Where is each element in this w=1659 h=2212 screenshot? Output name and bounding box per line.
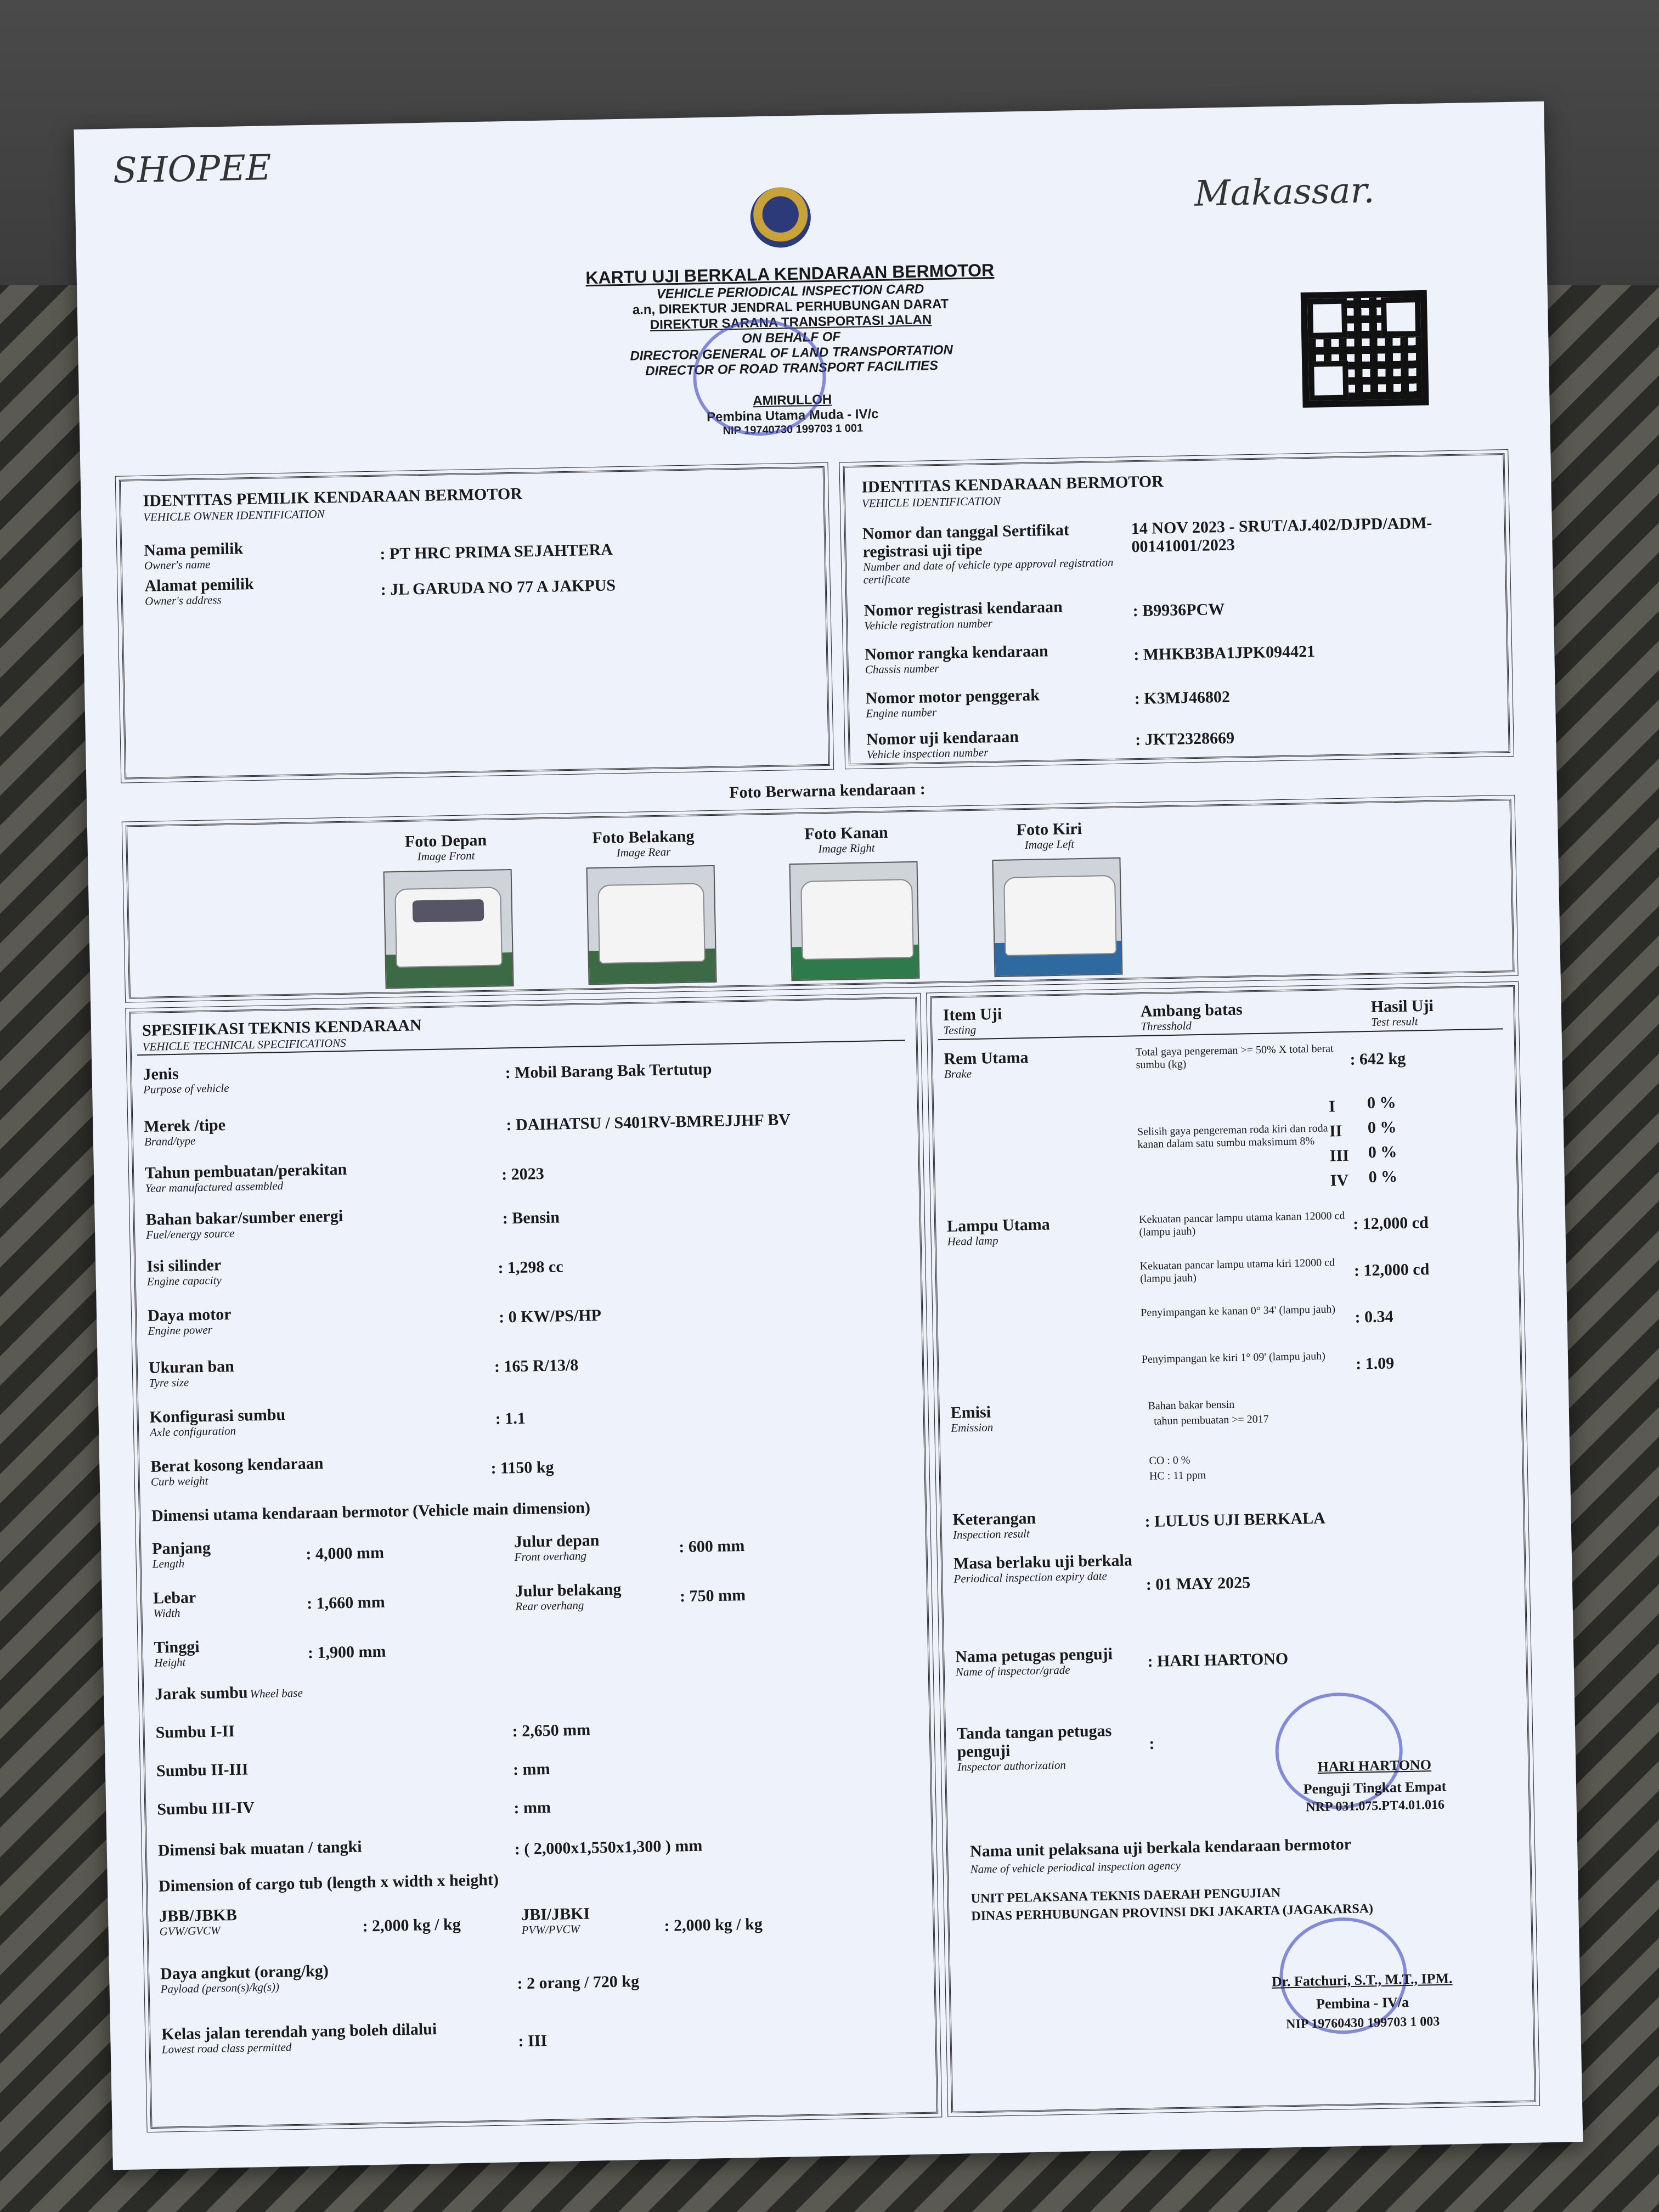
test-col-threshold xyxy=(1140,1000,1243,1033)
test-col-item-sub: Testing xyxy=(943,1023,977,1037)
spec-length-value: : 4,000 mm xyxy=(306,1543,385,1564)
test-headlamp-value-4: : 1.09 xyxy=(1355,1354,1395,1373)
spec-year-sub: Year manufactured assembled xyxy=(145,1179,284,1195)
spec-engine-capacity-sub: Engine capacity xyxy=(146,1273,222,1288)
test-emission-threshold-1: Bahan bakar bensin xyxy=(1148,1398,1235,1412)
qr-code-icon xyxy=(1301,290,1429,408)
test-result-sub: Inspection result xyxy=(952,1527,1030,1542)
spec-payload-row xyxy=(160,1962,329,1996)
header-an: a.n, DIREKTUR JENDRAL PERHUBUNGAN DARAT xyxy=(632,296,949,318)
header-signer-nip: NIP 19740730 199703 1 001 xyxy=(723,422,864,437)
header-signer-rank: Pembina Utama Muda - IV/c xyxy=(706,407,879,425)
card-title-en: VEHICLE PERIODICAL INSPECTION CARD xyxy=(656,281,924,302)
vehicle-inspection-number-row xyxy=(866,727,1019,761)
test-head-nip: NIP 19760430 199703 1 003 xyxy=(1285,2014,1440,2032)
vehicle-engine-sub: Engine number xyxy=(866,706,937,720)
spec-fuel-label: Bahan bakar/sumber energi xyxy=(145,1207,343,1229)
spec-wheelbase-title xyxy=(155,1683,303,1703)
spec-height-row xyxy=(154,1638,200,1669)
test-unit-sub: Name of vehicle periodical inspection agency xyxy=(970,1858,1181,1876)
spec-width-sub: Width xyxy=(153,1606,180,1620)
spec-rear-overhang-label: Julur belakang xyxy=(515,1580,622,1601)
test-headlamp-threshold-1: Kekuatan pancar lampu utama kanan 12000 cd (lampu jauh) xyxy=(1138,1209,1345,1239)
spec-wheelbase-sub: Wheel base xyxy=(250,1686,303,1701)
spec-road-class-sub: Lowest road class permitted xyxy=(161,2040,292,2056)
spec-rear-overhang-sub: Rear overhang xyxy=(515,1598,584,1613)
spec-engine-capacity-row xyxy=(146,1256,222,1288)
spec-purpose-row xyxy=(143,1064,229,1096)
owner-address-sub: Owner's address xyxy=(144,593,222,608)
handwriting-shopee: SHOPEE xyxy=(112,148,272,191)
spec-engine-power-sub: Engine power xyxy=(148,1323,213,1338)
spec-front-overhang-value: : 600 mm xyxy=(679,1537,745,1556)
test-headlamp-threshold-4: Penyimpangan ke kiri 1° 09' (lampu jauh) xyxy=(1141,1350,1325,1366)
photo-front xyxy=(383,869,514,989)
vehicle-registration-sub: Vehicle registration number xyxy=(864,617,993,633)
test-inspector-value: : HARI HARTONO xyxy=(1147,1650,1289,1671)
owner-section-title-en: VEHICLE OWNER IDENTIFICATION xyxy=(143,507,325,524)
spec-road-class-value: : III xyxy=(518,2032,548,2051)
spec-fuel-sub: Fuel/energy source xyxy=(146,1226,235,1242)
test-brake-label: Rem Utama xyxy=(944,1048,1029,1068)
spec-gvw-value: : 2,000 kg / kg xyxy=(362,1915,461,1936)
test-expiry-sub: Periodical inspection expiry date xyxy=(953,1569,1108,1585)
vehicle-engine-label: Nomor motor penggerak xyxy=(865,686,1040,708)
test-expiry-value: : 01 MAY 2025 xyxy=(1146,1573,1251,1594)
test-brake-threshold-2: Selisih gaya pengereman roda kiri dan roda kanan dalam satu sumbu maksimum 8% xyxy=(1137,1122,1328,1151)
test-result-value: : LULUS UJI BERKALA xyxy=(1144,1509,1326,1531)
test-head-name: Dr. Fatchuri, S.T., M.T., IPM. xyxy=(1271,1970,1453,1990)
spec-width-value: : 1,660 mm xyxy=(306,1593,385,1613)
test-brake-row xyxy=(944,1048,1029,1081)
spec-curb-weight-value: : 1150 kg xyxy=(490,1458,554,1477)
spec-pvw-sub: PVW/PVCW xyxy=(521,1922,580,1937)
test-inspector-row xyxy=(955,1644,1142,1679)
spec-engine-power-label: Daya motor xyxy=(147,1305,232,1325)
test-brake-threshold-1: Total gaya pengereman >= 50% X total berat sumbu (kg) xyxy=(1135,1042,1334,1071)
spec-payload-label: Daya angkut (orang/kg) xyxy=(160,1961,329,1983)
spec-gvw-sub: GVW/GVCW xyxy=(159,1923,221,1938)
test-unit-label: Nama unit pelaksana uji berkala kendaraan bermotor xyxy=(969,1835,1352,1861)
test-head-rank: Pembina - IV/a xyxy=(1316,1994,1409,2012)
spec-length-sub: Length xyxy=(152,1556,185,1571)
vehicle-engine-row xyxy=(865,686,1040,720)
spec-axle-row xyxy=(149,1406,286,1439)
vehicle-section-title: IDENTITAS KENDARAAN BERMOTOR xyxy=(861,472,1164,496)
photo-left-label: Foto Kiri xyxy=(1016,820,1082,839)
photo-left-caption xyxy=(972,819,1126,852)
owner-address-row xyxy=(144,575,254,608)
test-inspector-nrp: NRP 031.075.PT4.01.016 xyxy=(1306,1797,1445,1815)
test-axle-2-value: 0 % xyxy=(1367,1118,1397,1137)
card-title: KARTU UJI BERKALA KENDARAAN BERMOTOR xyxy=(585,259,995,288)
test-col-result xyxy=(1370,997,1434,1029)
spec-brand-sub: Brand/type xyxy=(144,1134,196,1148)
test-headlamp-label: Lampu Utama xyxy=(946,1215,1051,1235)
photo-rear-label: Foto Belakang xyxy=(592,827,695,848)
vehicle-inspection-number-value: : JKT2328669 xyxy=(1135,729,1235,749)
test-emission-label: Emisi xyxy=(950,1403,991,1422)
header-behalf: ON BEHALF OF xyxy=(741,329,841,346)
owner-name-sub: Owner's name xyxy=(144,557,211,572)
test-signature-label: Tanda tangan petugas penguji xyxy=(956,1722,1112,1761)
header-dg: DIRECTOR GENERAL OF LAND TRANSPORTATION xyxy=(630,342,953,364)
spec-fuel-value: : Bensin xyxy=(502,1208,560,1228)
photo-left xyxy=(992,857,1122,977)
header-director: DIRECTOR OF ROAD TRANSPORT FACILITIES xyxy=(645,358,939,379)
test-axle-4-value: 0 % xyxy=(1368,1167,1398,1187)
vehicle-chassis-label: Nomor rangka kendaraan xyxy=(864,642,1048,664)
spec-tyre-row xyxy=(149,1357,235,1390)
vehicle-registration-row xyxy=(864,598,1063,633)
owner-name-label: Nama pemilik xyxy=(143,539,244,560)
test-headlamp-row xyxy=(947,1215,1051,1248)
spec-axle-3-4-value: : mm xyxy=(514,1798,551,1818)
spec-height-label: Tinggi xyxy=(154,1638,200,1657)
test-col-threshold-label: Ambang batas xyxy=(1140,1000,1243,1021)
test-headlamp-value-2: : 12,000 cd xyxy=(1353,1260,1430,1280)
vehicle-srut-row xyxy=(862,520,1138,586)
vehicle-chassis-value: : MHKB3BA1JPK094421 xyxy=(1133,642,1316,664)
test-headlamp-sub: Head lamp xyxy=(947,1234,998,1248)
spec-year-value: : 2023 xyxy=(501,1164,545,1184)
spec-fuel-row xyxy=(145,1207,343,1242)
spec-road-class-row xyxy=(161,2020,437,2056)
test-emission-row xyxy=(950,1403,993,1435)
photos-box xyxy=(126,799,1515,998)
test-signature-value: : xyxy=(1149,1734,1155,1753)
test-headlamp-value-3: : 0.34 xyxy=(1355,1307,1393,1327)
ministry-logo-icon xyxy=(750,187,811,248)
vehicle-engine-value: : K3MJ46802 xyxy=(1134,687,1231,708)
spec-engine-capacity-value: : 1,298 cc xyxy=(498,1257,563,1277)
spec-cargo-label-en: Dimension of cargo tub (length x width x height) xyxy=(158,1870,499,1895)
test-col-result-label: Hasil Uji xyxy=(1370,996,1434,1016)
test-inspector-sub: Name of inspector/grade xyxy=(955,1663,1070,1679)
spec-purpose-label: Jenis xyxy=(143,1064,179,1084)
spec-front-overhang-label: Julur depan xyxy=(514,1531,600,1551)
spec-brand-value: : DAIHATSU / S401RV-BMREJJHF BV xyxy=(506,1110,791,1135)
spec-height-sub: Height xyxy=(154,1655,186,1669)
owner-section-title: IDENTITAS PEMILIK KENDARAAN BERMOTOR xyxy=(143,484,523,510)
spec-gvw-row xyxy=(159,1906,238,1938)
photos-title: Foto Berwarna kendaraan : xyxy=(729,780,926,802)
header-signer: AMIRULLOH xyxy=(753,392,832,409)
technical-specifications-box xyxy=(129,997,938,2129)
test-signature-sub: Inspector authorization xyxy=(957,1758,1066,1774)
owner-name-row xyxy=(144,539,244,572)
test-result-label: Keterangan xyxy=(952,1509,1036,1529)
spec-payload-sub: Payload (person(s)/kg(s)) xyxy=(160,1980,280,1996)
spec-tyre-sub: Tyre size xyxy=(149,1375,189,1390)
spec-gvw-label: JBB/JBKB xyxy=(159,1905,238,1926)
spec-dimension-title: Dimensi utama kendaraan bermotor (Vehicle main dimension) xyxy=(151,1498,591,1525)
test-col-item xyxy=(943,1005,1003,1037)
spec-cargo-label: Dimensi bak muatan / tangki xyxy=(157,1837,362,1860)
photo-right xyxy=(789,861,919,981)
spec-cargo-value: : ( 2,000x1,550x1,300 ) mm xyxy=(514,1836,703,1859)
spec-year-row xyxy=(145,1160,347,1195)
test-axle-4-label: IV xyxy=(1330,1171,1349,1190)
test-inspector-signature-name: HARI HARTONO xyxy=(1317,1757,1432,1775)
test-signature-row xyxy=(957,1721,1144,1774)
test-headlamp-threshold-2: Kekuatan pancar lampu utama kiri 12000 cd (lampu jauh) xyxy=(1139,1256,1335,1285)
vehicle-chassis-row xyxy=(865,642,1048,676)
spec-tyre-value: : 165 R/13/8 xyxy=(494,1356,579,1376)
spec-section-title: SPESIFIKASI TEKNIS KENDARAAN xyxy=(142,1016,422,1040)
test-headlamp-value-1: : 12,000 cd xyxy=(1352,1214,1429,1233)
spec-engine-capacity-label: Isi silinder xyxy=(146,1256,222,1276)
test-axle-2-label: II xyxy=(1329,1122,1342,1141)
photo-rear-sub: Image Rear xyxy=(616,845,671,860)
test-emission-hc: HC : 11 ppm xyxy=(1149,1469,1206,1482)
spec-engine-power-row xyxy=(148,1305,232,1338)
vehicle-srut-value: 14 NOV 2023 - SRUT/AJ.402/DJPD/ADM-00141001/2023 xyxy=(1131,514,1432,556)
owner-address-label: Alamat pemilik xyxy=(144,574,254,595)
test-col-threshold-sub: Thresshold xyxy=(1141,1019,1192,1034)
test-unit-line-1: UNIT PELAKSANA TEKNIS DAERAH PENGUJIAN xyxy=(970,1886,1281,1906)
owner-identification-box xyxy=(119,466,830,780)
spec-road-class-label: Kelas jalan terendah yang boleh dilalui xyxy=(161,2020,437,2044)
photo-front-sub: Image Front xyxy=(417,849,475,864)
spec-front-overhang-sub: Front overhang xyxy=(514,1549,587,1564)
photo-left-sub: Image Left xyxy=(1024,837,1075,852)
spec-axle-value: : 1.1 xyxy=(495,1409,526,1428)
spec-height-value: : 1,900 mm xyxy=(307,1642,386,1662)
photo-right-caption xyxy=(769,823,923,856)
spec-pvw-row xyxy=(521,1905,590,1937)
spec-axle-3-4-label: Sumbu III-IV xyxy=(157,1798,255,1819)
spec-year-label: Tahun pembuatan/perakitan xyxy=(144,1160,347,1182)
spec-purpose-sub: Purpose of vehicle xyxy=(143,1081,229,1096)
header-direktur: DIREKTUR SARANA TRANSPORTASI JALAN xyxy=(650,312,932,332)
test-axle-1-label: I xyxy=(1328,1097,1336,1116)
test-results-box xyxy=(930,985,1536,2113)
owner-name-value: : PT HRC PRIMA SEJAHTERA xyxy=(380,540,613,563)
test-inspector-label: Nama petugas penguji xyxy=(955,1645,1113,1666)
test-unit-line-2: DINAS PERHUBUNGAN PROVINSI DKI JAKARTA (JAGAKARSA) xyxy=(971,1901,1374,1924)
test-axle-3-label: III xyxy=(1329,1146,1350,1165)
vehicle-srut-label: Nomor dan tanggal Sertifikat registrasi uji tipe xyxy=(862,521,1070,561)
spec-rear-overhang-row xyxy=(515,1580,622,1613)
test-inspector-grade: Penguji Tingkat Empat xyxy=(1303,1778,1447,1797)
test-axle-3-value: 0 % xyxy=(1368,1143,1397,1162)
test-emission-threshold-2: tahun pembuatan >= 2017 xyxy=(1153,1413,1269,1427)
test-col-result-sub: Test result xyxy=(1370,1014,1418,1029)
vehicle-srut-sub: Number and date of vehicle type approval registration certificate xyxy=(862,555,1114,586)
spec-wheelbase-label: Jarak sumbu xyxy=(155,1683,248,1703)
vehicle-identification-box xyxy=(843,453,1510,765)
photo-front-caption xyxy=(369,831,523,864)
spec-curb-weight-label: Berat kosong kendaraan xyxy=(150,1454,324,1476)
spec-axle-1-2-value: : 2,650 mm xyxy=(512,1720,591,1741)
photo-front-label: Foto Depan xyxy=(404,831,487,851)
vehicle-inspection-number-label: Nomor uji kendaraan xyxy=(866,727,1019,749)
vehicle-inspection-number-sub: Vehicle inspection number xyxy=(866,746,989,761)
spec-width-row xyxy=(153,1588,196,1620)
spec-pvw-label: JBI/JBKI xyxy=(521,1904,590,1925)
spec-axle-2-3-label: Sumbu II-III xyxy=(156,1760,249,1780)
spec-payload-value: : 2 orang / 720 kg xyxy=(517,1972,640,1993)
spec-axle-sub: Axle configuration xyxy=(149,1424,236,1439)
spec-front-overhang-row xyxy=(514,1531,600,1564)
spec-brand-label: Merek /tipe xyxy=(144,1116,226,1136)
test-headlamp-threshold-3: Penyimpangan ke kanan 0° 34' (lampu jauh) xyxy=(1141,1303,1336,1319)
inspection-card-document xyxy=(74,101,1583,2170)
spec-width-label: Lebar xyxy=(153,1588,196,1607)
photo-rear xyxy=(586,865,717,985)
test-expiry-row xyxy=(953,1551,1141,1585)
vehicle-registration-value: : B9936PCW xyxy=(1132,600,1225,620)
spec-rear-overhang-value: : 750 mm xyxy=(679,1586,746,1606)
spec-length-label: Panjang xyxy=(151,1538,211,1558)
spec-curb-weight-sub: Curb weight xyxy=(150,1474,208,1488)
test-brake-value: : 642 kg xyxy=(1350,1049,1406,1069)
spec-axle-label: Konfigurasi sumbu xyxy=(149,1406,286,1426)
spec-length-row xyxy=(152,1539,211,1571)
test-result-row xyxy=(952,1509,1036,1542)
test-expiry-label: Masa berlaku uji berkala xyxy=(953,1551,1133,1573)
test-axle-1-value: 0 % xyxy=(1367,1093,1396,1113)
handwriting-makassar: Makassar. xyxy=(1194,170,1375,215)
photo-right-sub: Image Right xyxy=(818,841,875,856)
vehicle-registration-label: Nomor registrasi kendaraan xyxy=(864,597,1063,620)
owner-address-value: : JL GARUDA NO 77 A JAKPUS xyxy=(380,576,616,599)
spec-axle-1-2-label: Sumbu I-II xyxy=(155,1722,235,1742)
spec-section-title-en: VEHICLE TECHNICAL SPECIFICATIONS xyxy=(142,1036,346,1053)
spec-pvw-value: : 2,000 kg / kg xyxy=(664,1915,763,1936)
spec-engine-power-value: : 0 KW/PS/HP xyxy=(498,1306,602,1327)
photo-rear-caption xyxy=(566,827,720,860)
spec-tyre-label: Ukuran ban xyxy=(148,1357,235,1377)
spec-curb-weight-row xyxy=(150,1454,324,1488)
test-brake-sub: Brake xyxy=(944,1066,972,1081)
spec-axle-2-3-value: : mm xyxy=(512,1759,550,1779)
test-emission-co: CO : 0 % xyxy=(1149,1454,1190,1467)
vehicle-chassis-sub: Chassis number xyxy=(865,661,939,676)
photo-right-label: Foto Kanan xyxy=(804,823,888,843)
spec-purpose-value: : Mobil Barang Bak Tertutup xyxy=(505,1060,712,1082)
test-emission-sub: Emission xyxy=(951,1420,994,1435)
test-col-item-label: Item Uji xyxy=(943,1005,1002,1024)
spec-brand-row xyxy=(144,1116,226,1148)
vehicle-section-title-en: VEHICLE IDENTIFICATION xyxy=(861,494,1001,510)
